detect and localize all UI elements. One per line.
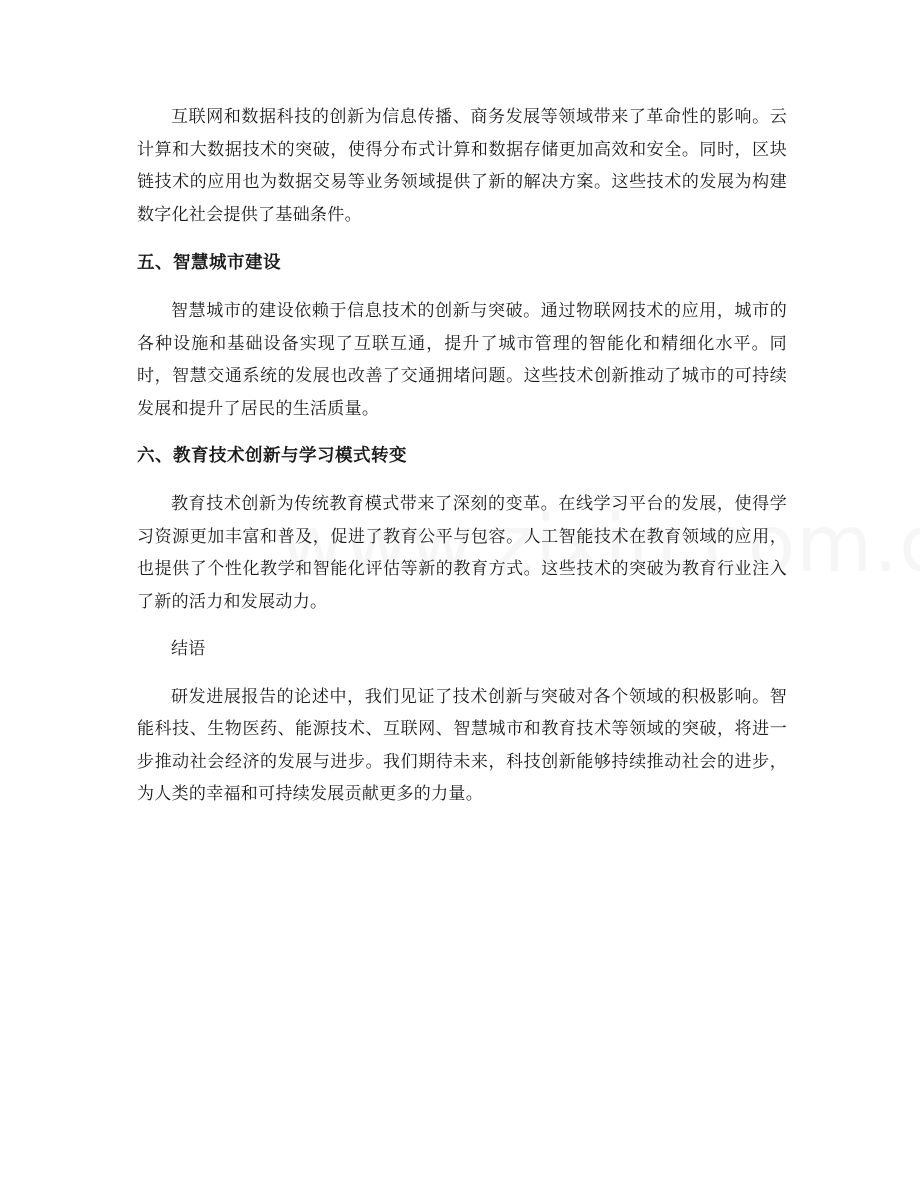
paragraph-internet-data-tech: 互联网和数据科技的创新为信息传播、商务发展等领域带来了革命性的影响。云计算和大数据技术的突破，使得分布式计算和数据存储更加高效和安全。同时，区块链技术的应用也为数据交易等业务领域提供了新的解决方案。这些技术的发展为构建数字化社会提供了基础条件。 bbox=[137, 107, 787, 225]
conclusion-label: 结语 bbox=[171, 639, 206, 659]
document-body bbox=[137, 101, 787, 811]
paragraph-smart-city: 智慧城市的建设依赖于信息技术的创新与突破。通过物联网技术的应用，城市的各种设施和基础设备实现了互联互通，提升了城市管理的智能化和精细化水平。同时，智慧交通系统的发展也改善了交通拥堵问题。这些技术创新推动了城市的可持续发展和提升了居民的生活质量。 bbox=[137, 301, 787, 419]
paragraph-education-tech: 教育技术创新为传统教育模式带来了深刻的变革。在线学习平台的发展，使得学习资源更加丰富和普及，促进了教育公平与包容。人工智能技术在教育领域的应用，也提供了个性化教学和智能化评估等新的教育方式。这些技术的突破为教育行业注入了新的活力和发展动力。 bbox=[137, 494, 787, 612]
section-heading-smart-city: 五、智慧城市建设 bbox=[137, 253, 281, 273]
paragraph-conclusion: 研发进展报告的论述中，我们见证了技术创新与突破对各个领域的积极影响。智能科技、生物医药、能源技术、互联网、智慧城市和教育技术等领域的突破，将进一步推动社会经济的发展与进步。我们期待未来，科技创新能够持续推动社会的进步，为人类的幸福和可持续发展贡献更多的力量。 bbox=[137, 686, 787, 804]
section-heading-education-tech: 六、教育技术创新与学习模式转变 bbox=[137, 446, 407, 466]
